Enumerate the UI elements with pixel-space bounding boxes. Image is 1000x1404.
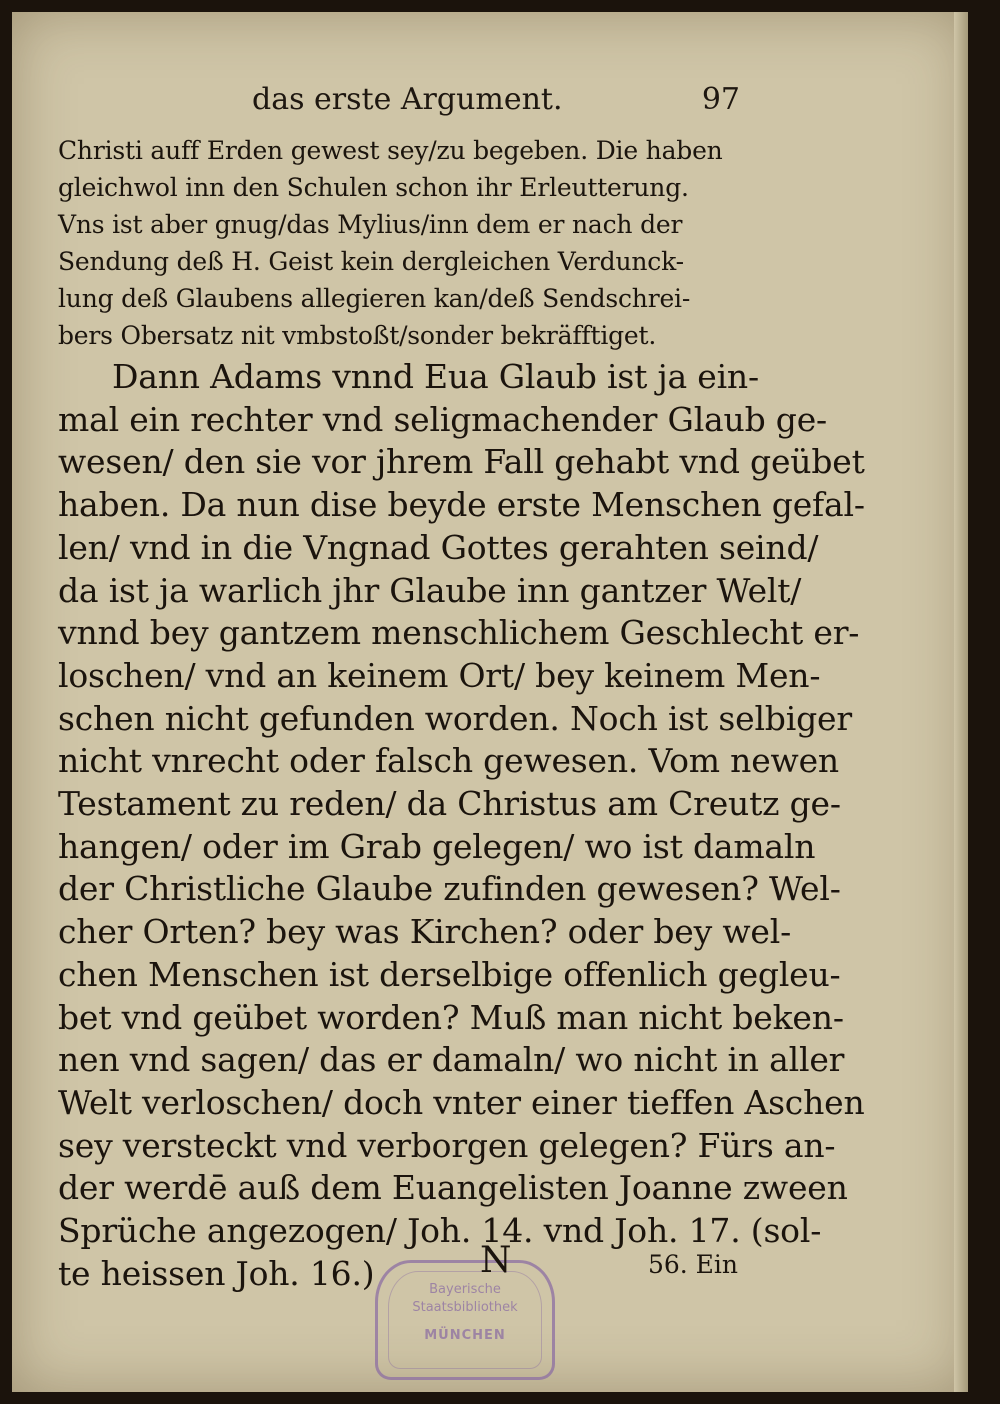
page-number: 97 [701, 82, 740, 117]
text-line: Sprüche angezogen/ Joh. 14. vnd Joh. 17. (sol- [58, 1211, 822, 1251]
text-line: Testament zu reden/ da Christus am Creutz ge- [58, 784, 841, 824]
text-line: mal ein rechter vnd seligmachender Glaub ge- [58, 399, 828, 439]
text-line: len/ vnd in die Vngnad Gottes gerahten seind/ [58, 527, 819, 567]
text-line: vnnd bey gantzem menschlichem Geschlecht er- [58, 613, 860, 653]
text-line: loschen/ vnd an keinem Ort/ bey keinem Men- [58, 655, 821, 695]
text-line: bers Obersatz nit vmbstoßt/sonder bekräfftiget. [58, 321, 657, 350]
page-edge-shadow [954, 12, 968, 1392]
text-line: gleichwol inn den Schulen schon ihr Erleutterung. [58, 173, 689, 202]
text-line: Welt verloschen/ doch vnter einer tieffen Aschen [58, 1082, 865, 1122]
running-title: das erste Argument. [252, 82, 563, 117]
text-line: cher Orten? bey was Kirchen? oder bey wel- [58, 912, 792, 952]
text-line: nen vnd sagen/ das er damaln/ wo nicht in aller [58, 1040, 845, 1080]
text-line: Christi auff Erden gewest sey/zu begeben. Die haben [58, 136, 723, 165]
text-line: lung deß Glaubens allegieren kan/deß Sendschrei- [58, 284, 691, 313]
catchword: 56. Ein [647, 1250, 738, 1279]
text-line: der werdē auß dem Euangelisten Joanne zween [58, 1168, 848, 1208]
text-line: nicht vnrecht oder falsch gewesen. Vom newen [58, 741, 839, 781]
text-line: da ist ja warlich jhr Glaube inn gantzer Welt/ [58, 570, 802, 610]
text-line: der Christliche Glaube zufinden gewesen? Wel- [58, 869, 841, 909]
text-line: bet vnd geübet worden? Muß man nicht beken- [58, 997, 844, 1037]
text-line: chen Menschen ist derselbige offenlich gegleu- [58, 954, 841, 994]
text-line: Dann Adams vnnd Eua Glaub ist ja ein- [112, 357, 759, 396]
main-text-paragraph [58, 356, 865, 1295]
text-line: te heissen Joh. 16.) [58, 1253, 375, 1293]
text-line: hangen/ oder im Grab gelegen/ wo ist damaln [58, 826, 816, 866]
text-line: Vns ist aber gnug/das Mylius/inn dem er nach der [58, 210, 683, 239]
text-line: haben. Da nun dise beyde erste Menschen gefal- [58, 485, 865, 525]
small-text-paragraph [58, 132, 748, 354]
stamp-line-2: Staatsbibliothek [412, 1300, 518, 1315]
text-line: sey versteckt vnd verborgen gelegen? Fürs an- [58, 1125, 836, 1165]
signature-mark: N [480, 1240, 512, 1281]
stamp-line-3: MÜNCHEN [424, 1328, 506, 1343]
page-footer [480, 1240, 750, 1290]
page-header [240, 82, 740, 122]
text-line: schen nicht gefunden worden. Noch ist selbiger [58, 698, 852, 738]
stamp-line-1: Bayerische [429, 1282, 501, 1297]
text-line: Sendung deß H. Geist kein dergleichen Verdunck- [58, 247, 684, 276]
text-line: wesen/ den sie vor jhrem Fall gehabt vnd geübet [58, 442, 865, 482]
